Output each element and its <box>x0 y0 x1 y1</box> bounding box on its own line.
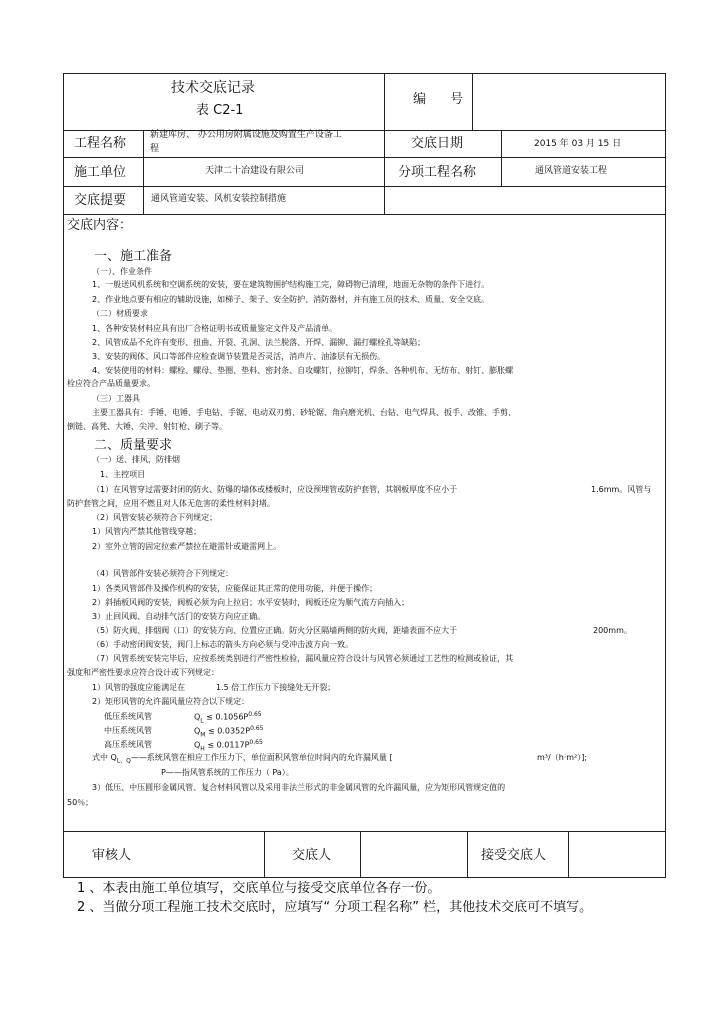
formula-mid: $Q_M \le 0.0352P^{0.65}$ <box>194 725 264 739</box>
paragraph: 50％； <box>67 798 94 807</box>
paragraph: 1.5 倍工作压力下接缝处无开裂； <box>216 683 336 692</box>
formula-label-low: 低压系统风管 <box>104 712 152 721</box>
receiver-label: 接受交底人 <box>481 848 547 863</box>
col-divider-sign-4 <box>568 831 569 878</box>
paragraph: 2）室外立管的固定拉索严禁拉在避雷针或避雷网上。 <box>92 542 282 551</box>
paragraph: （6）手动密闭阀安装，阀门上标志的箭头方向必须与受冲击波方向一致。 <box>92 640 354 649</box>
paragraph: 2、作业地点要有相应的辅助设施，如梯子、架子、安全防护、消防器材，并有施工员的技术、质量、安全交底。 <box>92 295 490 304</box>
reviewer-label: 审核人 <box>92 848 132 863</box>
formula-low: $Q_L \le 0.1056P^{0.65}$ <box>194 711 262 725</box>
paragraph: 2）矩形风管的允许漏风量应符合以下规定： <box>92 697 250 706</box>
formula-high: $Q_H \le 0.0117P^{0.65}$ <box>194 739 263 753</box>
project-name-value-line2: 程 <box>150 144 160 154</box>
formula-p: P——指风管系统的工作压力（ Pa）。 <box>161 768 294 777</box>
section-1-title: 一、施工准备 <box>94 249 173 264</box>
unit-label: 施工单位 <box>74 165 127 180</box>
paragraph: （4）风管部件安装必须符合下列规定： <box>92 569 234 578</box>
paragraph-value: 1.6mm。风管与 <box>591 485 652 494</box>
col-divider-number <box>384 73 385 214</box>
content-heading: 交底内容： <box>67 218 133 233</box>
section-2-1-main: 1、主控项目 <box>100 470 146 479</box>
col-divider-date-value <box>501 130 502 186</box>
discloser-label: 交底人 <box>292 848 332 863</box>
paragraph: 防护套管之间，应用不燃且对人体无危害的柔性材料封堵。 <box>67 499 275 508</box>
paragraph: 强度和严密性要求应符合设计或下列规定： <box>67 668 219 677</box>
col-divider-label <box>143 130 144 214</box>
paragraph: 倒链、高凳、大锤、尖冲、射钉枪、刷子等。 <box>67 422 227 431</box>
paragraph: 3）低压、中压圆形金属风管、复合材料风管以及采用非法兰形式的非金属风管的允许漏风量，应为矩形风管规定值的 <box>92 783 506 792</box>
paragraph: （2）风管安装必须符合下列规定； <box>92 513 218 522</box>
date-value: 2015 年 03 月 15 日 <box>534 139 622 149</box>
paragraph: 主要工器具有：手锤、电锤、手电钻、手锯、电动双刃剪、砂轮锯、角向磨光机、台钻、电气焊具、扳手、改锥、手剪、 <box>92 408 516 417</box>
project-name-value-line1: 新建库房、 办公用房附属设施及购置生产设备工 <box>150 130 342 140</box>
formula-note-unit: m³/（h·m²）]; <box>537 753 588 762</box>
col-divider-sign-1 <box>264 831 265 878</box>
row-divider-summary <box>63 214 666 215</box>
form-title: 技术交底记录 <box>171 80 255 96</box>
paragraph: 3、安装的阀体、风口等部件应检查调节装置是否灵活，消声片、油漆层有无损伤。 <box>92 352 386 361</box>
section-1-1: （一）、作业条件 <box>92 267 152 276</box>
row-divider-content <box>63 831 666 832</box>
row-divider-unit <box>63 186 666 187</box>
project-name-label: 工程名称 <box>74 136 127 151</box>
row-divider-project <box>63 157 666 158</box>
paragraph: 3）止回风阀、自动排气活门的安装方向应正确。 <box>92 612 266 621</box>
formula-label-high: 高压系统风管 <box>104 740 152 749</box>
summary-value: 通风管道安装、风机安装控制措施 <box>151 194 287 204</box>
section-2-1: （一）送、排风，防排烟 <box>92 455 180 464</box>
sub-project-label: 分项工程名称 <box>398 165 477 180</box>
col-divider-sign-3 <box>467 831 468 878</box>
formula-note: 式中 $Q_{L、Q}——$系统风管在相应工作压力下，单位面积风管单位时间内的允许漏风量 [ <box>92 753 393 765</box>
paragraph: （7）风管系统安装完毕后，应按系统类别进行严密性检验，漏风量应符合设计与风管必须通过工艺性的检测或验证，其 <box>92 654 514 663</box>
paragraph: （1）在风管穿过需要封闭的防火、防爆的墙体或楼板时，应设预埋管或防护套管，其钢板厚度不应小于 <box>92 485 458 494</box>
paragraph: 栓应符合产品质量要求。 <box>67 379 155 388</box>
paragraph: 4、安装使用的材料：螺栓、螺母、垫圈、垫料、密封条、自攻螺钉，拉铆钉，焊条、各种机布、无纺布、射钉、膨胀螺 <box>92 366 514 375</box>
col-divider-sign-2 <box>360 831 361 878</box>
number-label: 编 号 <box>413 92 474 107</box>
paragraph: （5）防火阀、排烟阀（口）的安装方向、位置应正确。防火分区隔墙两侧的防火阀，距墙表面不应大于 <box>92 626 458 635</box>
footnote-1: 1 、本表由施工单位填写，交底单位与接受交底单位各存一份。 <box>77 881 441 896</box>
paragraph: 1、各种安装材料应具有出厂合格证明书或质量鉴定文件及产品清单。 <box>92 324 338 333</box>
section-2-title: 二、质量要求 <box>94 438 173 453</box>
date-label: 交底日期 <box>411 136 464 151</box>
paragraph: 2、风管成品不允许有变形、扭曲、开裂、孔洞、法兰脱落、开焊、漏铆、漏打螺栓孔等缺陷； <box>92 338 426 347</box>
paragraph: 1、一般送风机系统和空调系统的安装，要在建筑物围护结构施工完，障碍物已清理，地面无杂物的条件下进行。 <box>92 280 490 289</box>
paragraph: 1）风管的强度应能满足在 <box>92 683 186 692</box>
paragraph-value: 200mm。 <box>593 626 632 635</box>
form-number: 表 C2-1 <box>196 103 244 118</box>
section-1-3: （三）工器具 <box>92 394 140 403</box>
section-1-2: （二）材质要求 <box>92 309 148 318</box>
paragraph: 1）风管内严禁其他管线穿越； <box>92 527 202 536</box>
sub-project-value: 通风管道安装工程 <box>535 166 608 176</box>
paragraph: 1）各类风管部件及操作机构的安装，应能保证其正常的使用功能，并便于操作； <box>92 584 378 593</box>
footnote-2: 2 、当做分项工程施工技术交底时，应填写“ 分项工程名称” 栏，其他技术交底可不填写。 <box>77 900 593 915</box>
paragraph: 2）斜插板风阀的安装，阀板必须为向上拉启；水平安装时，阀板还应为顺气流方向插入； <box>92 598 410 607</box>
unit-value: 天津二十冶建设有限公司 <box>205 166 305 176</box>
formula-label-mid: 中压系统风管 <box>104 726 152 735</box>
summary-label: 交底提要 <box>74 193 127 208</box>
